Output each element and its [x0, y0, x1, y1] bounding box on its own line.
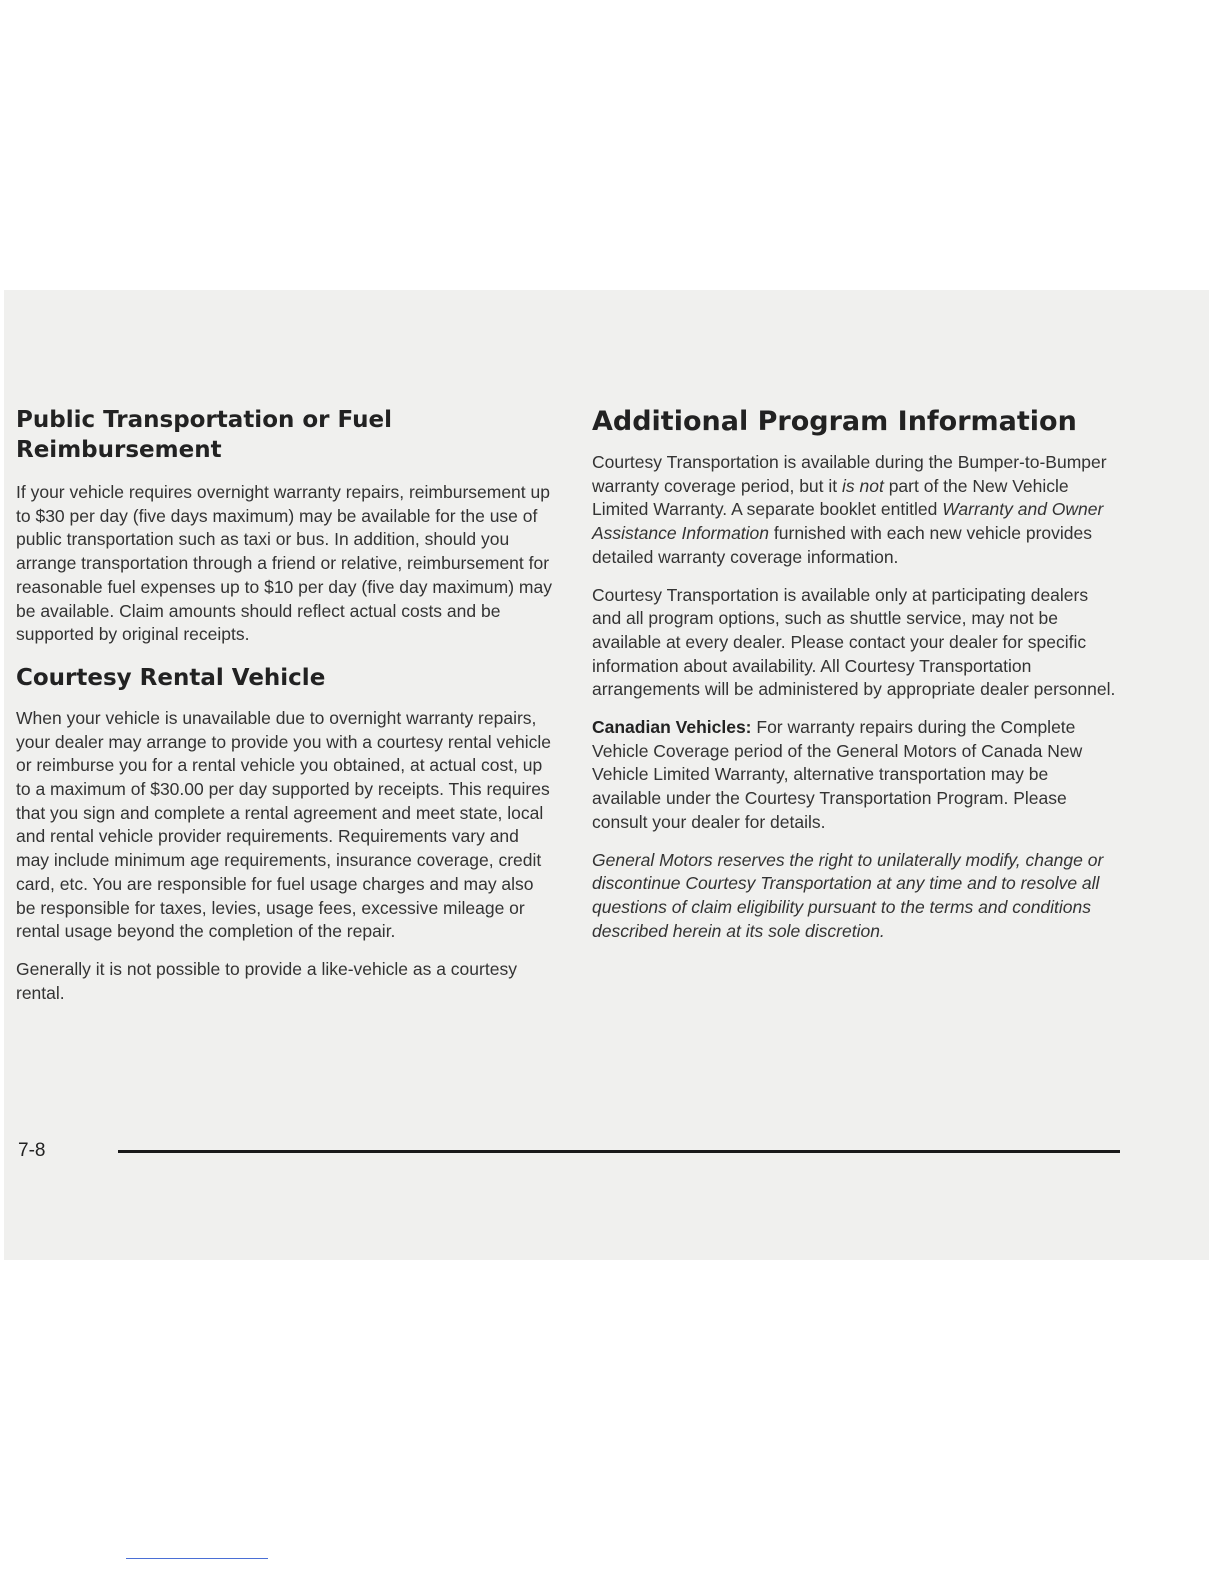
- section-heading-public-transportation: Public Transportation or Fuel Reimbursement: [16, 407, 392, 463]
- program-availability-paragraph: [592, 451, 1122, 570]
- booklet-title: Warranty and Owner Assistance Information: [592, 499, 1104, 544]
- courtesy-rental-paragraph: When your vehicle is unavailable due to overnight warranty repairs, your dealer may arrange to provide you with a courtesy rental vehicle or reimburse you for a rental vehicle you obtained, at actual cost, up to a maximum of $30.00 per day supported by receipts. This requires that you sign and complete a rental agreement and meet state, local and rental vehicle provider requirements. Requirements vary and may include minimum age requirements, insurance coverage, credit card, etc. You are responsible for fuel usage charges and may also be responsible for taxes, levies, usage fees, excessive mileage or rental usage beyond the completion of the repair.: [16, 707, 551, 942]
- public-transportation-paragraph: If your vehicle requires overnight warranty repairs, reimbursement up to $30 per day (five days maximum) may be available for the use of public transportation such as taxi or bus. In addition, should you arrange transportation through a friend or relative, reimbursement for reasonable fuel expenses up to $10 per day (five day maximum) may be available. Claim amounts should reflect actual costs and be supported by original receipts.: [16, 482, 552, 645]
- program-text-part2: part of the New Vehicle Limited Warranty. A separate booklet entitled: [592, 475, 1069, 520]
- section-heading-additional-program: Additional Program Information: [592, 406, 1077, 437]
- participating-dealers-paragraph: Courtesy Transportation is available only at participating dealers and all program options, such as shuttle service, may not be available at every dealer. Please contact your dealer for specific information about availability. All Courtesy Transportation arrangements will be administered by appropriate dealer personnel.: [592, 584, 1116, 700]
- left-column: [16, 405, 556, 1019]
- program-text-emphasis: is not: [842, 475, 884, 496]
- section-heading-courtesy-rental: Courtesy Rental Vehicle: [16, 664, 326, 691]
- right-column: [592, 405, 1122, 957]
- canadian-vehicles-text: For warranty repairs during the Complete Vehicle Coverage period of the General Motors of Canada New Vehicle Limited Warranty, alternative transportation may be available under the Courtesy Transportation Program. Please consult your dealer for details.: [592, 717, 1083, 832]
- canadian-vehicles-label: Canadian Vehicles:: [592, 717, 752, 738]
- bottom-underline-divider: [126, 1558, 268, 1559]
- program-text-part1: Courtesy Transportation is available during the Bumper-to-Bumper warranty coverage period, but it: [592, 452, 1107, 496]
- program-text-part3: furnished with each new vehicle provides detailed warranty coverage information.: [592, 523, 1092, 567]
- canadian-vehicles-paragraph: [592, 716, 1122, 835]
- like-vehicle-paragraph: Generally it is not possible to provide a like-vehicle as a courtesy rental.: [16, 958, 517, 1003]
- page-number: 7-8: [18, 1140, 46, 1161]
- gm-reserves-right-paragraph: General Motors reserves the right to unilaterally modify, change or discontinue Courtesy Transportation at any time and to resolve all questions of claim eligibility pursuant to the terms and conditions described herein at its sole discretion.: [592, 849, 1104, 941]
- footer-divider: [118, 1150, 1120, 1153]
